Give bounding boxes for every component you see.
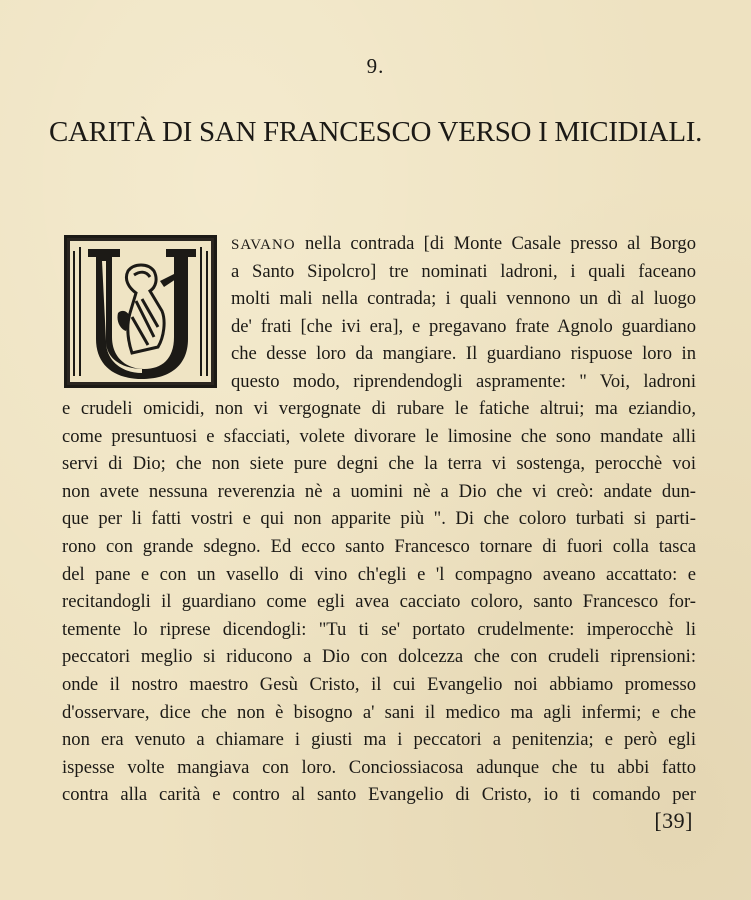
text-line: temente lo riprese dicendogli: "Tu ti se' portato crudelmente: imperocchè li — [62, 618, 696, 640]
text-line: non avete nessuna reverenzia nè a uomini nè a Dio che vi creò: andate dun- — [62, 480, 696, 502]
chapter-title: CARITÀ DI SAN FRANCESCO VERSO I MICIDIALI. — [48, 116, 703, 148]
full-width-paragraph-lines — [62, 395, 696, 809]
text-line: come presuntuosi e sfacciati, volete divorare le limosine che sono mandate alli — [62, 425, 696, 447]
woodcut-initial-icon — [70, 241, 211, 382]
text-line — [231, 368, 696, 396]
text-line: onde il nostro maestro Gesù Cristo, il cui Evangelio noi abbiamo promesso — [62, 673, 696, 695]
indented-paragraph-lines — [231, 230, 696, 396]
text-line-content: de' frati [che ivi era], e pregavano frate Agnolo guardiano — [231, 315, 696, 337]
text-line: contra alla carità e contro al santo Evangelio di Cristo, io ti comando per — [62, 784, 696, 806]
text-line — [231, 230, 696, 258]
text-line-content: che desse loro da mangiare. Il guardiano rispuose loro in — [231, 343, 696, 365]
text-line: non era venuto a chiamare i giusti ma i peccatori a penitenzia; e però egli — [62, 729, 696, 751]
chapter-number: 9. — [366, 54, 385, 78]
text-line-content: a Santo Sipolcro] tre nominati ladroni, i quali faceano — [231, 260, 696, 282]
text-line-content: molti mali nella contrada; i quali vennono un dì al luogo — [231, 288, 696, 310]
text-line: recitandogli il guardiano come egli avea cacciato coloro, santo Francesco for- — [62, 591, 696, 613]
text-line: e crudeli omicidi, non vi vergognate di rubare le fatiche altrui; ma eziandio, — [62, 398, 696, 419]
text-line-content: questo modo, riprendendogli aspramente: " Voi, ladroni — [231, 370, 696, 392]
text-line: ispesse volte mangiava con loro. Conciossiacosa adunque che tu abbi fatto — [62, 756, 696, 778]
decorated-initial — [64, 235, 217, 388]
text-line: peccatori meglio si riducono a Dio con dolcezza che con crudeli riprensioni: — [62, 646, 696, 668]
page-number: [39] — [654, 808, 693, 833]
text-line: d'osservare, dice che non è bisogno a' sani il medico ma agli infermi; e che — [62, 701, 696, 723]
text-line — [231, 340, 696, 368]
text-line: servi di Dio; che non siete pure degni che la terra vi sostenga, perocchè voi — [62, 453, 696, 475]
text-line — [231, 313, 696, 341]
text-line: del pane e con un vasello di vino ch'egli e 'l compagno aveano accattato: e — [62, 563, 696, 585]
text-line: que per li fatti vostri e qui non apparite più ". Di che coloro turbati si parti- — [62, 508, 696, 530]
text-line: rono con grande sdegno. Ed ecco santo Francesco tornare di fuori colla tasca — [62, 535, 696, 557]
opening-word: SAVANO — [231, 237, 296, 253]
text-line — [231, 285, 696, 313]
text-line-content: nella contrada [di Monte Casale presso al Borgo — [295, 233, 696, 254]
text-line — [231, 258, 696, 286]
